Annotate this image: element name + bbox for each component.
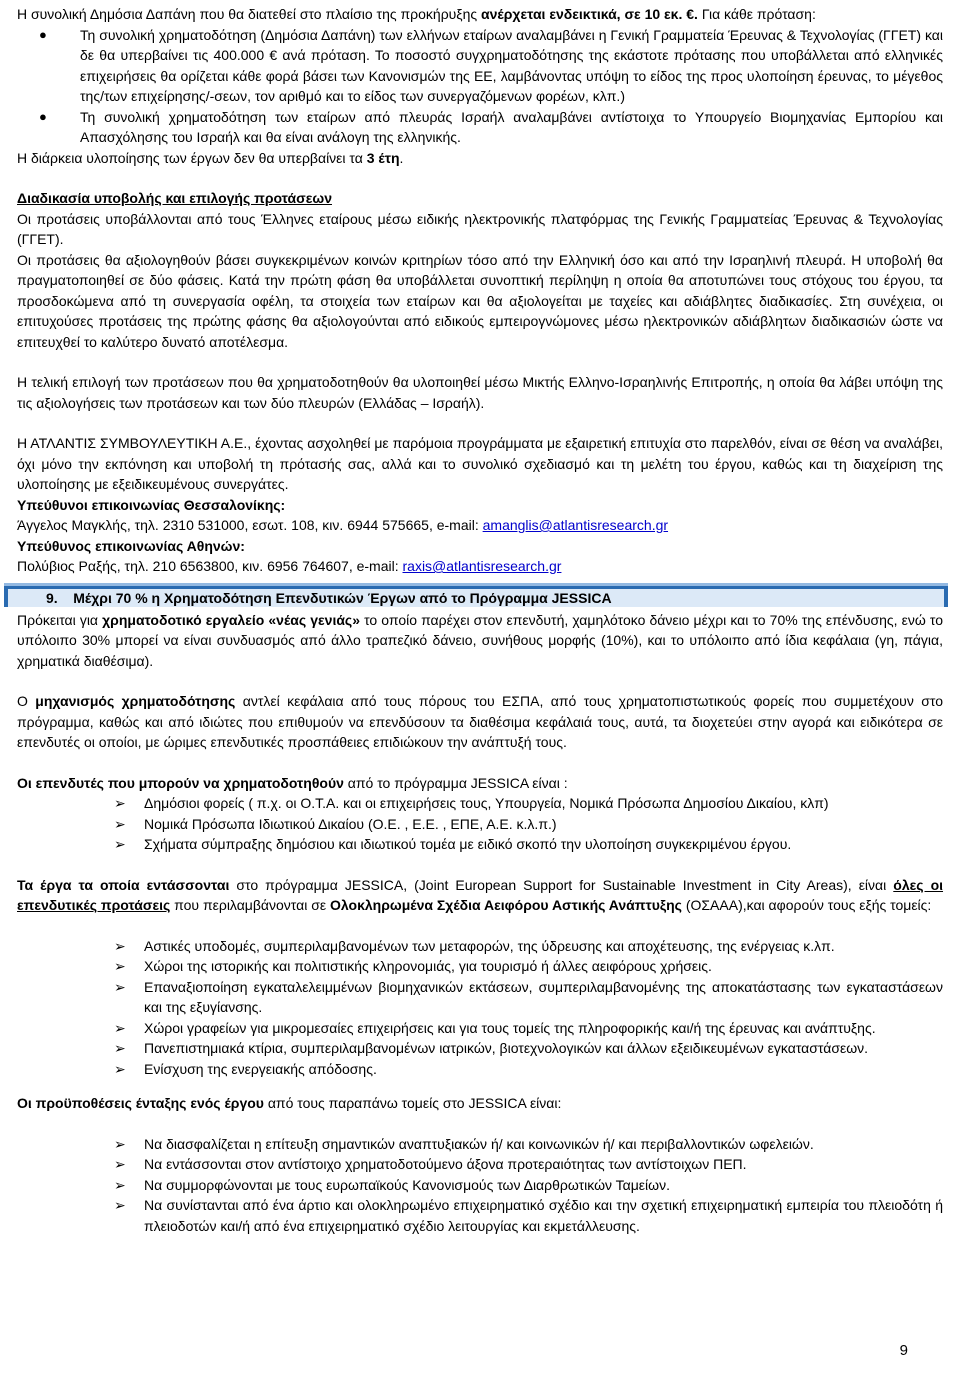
investors-intro [17, 773, 943, 794]
arrow-bullet-icon: ➢ [114, 1176, 126, 1193]
intro-paragraph [17, 4, 943, 25]
sectors-list [17, 936, 943, 1080]
jessica-paragraph-2 [17, 691, 943, 753]
list-item-text: Σχήματα σύμπραξης δημόσιου και ιδιωτικού τομέα με ειδικό σκοπό την υλοποίηση συγκεκριμένου έργου. [144, 836, 792, 852]
text: το οποίο παρέχει στον επενδυτή, χαμηλότοκο δάνειο μέχρι και το 70% της επένδυσης, ενώ το υπόλοιπο 30% μπορεί να είναι συνδυασμός από άλλο τραπεζικό δάνειο, συνήθους μορφής (10%), και το υπόλοιπο από ίδια κεφάλαια (γη, πάγια, χρηματικά διαθέσιμα). [17, 611, 943, 669]
procedure-paragraph-3: Η τελική επιλογή των προτάσεων που θα χρηματοδοτηθούν θα υλοποιηθεί μέσω Μικτής Ελληνο-Ισραηλινής Επιτροπής, η οποία θα λάβει υπόψη της τις αξιολογήσεις των προτάσεων και των δύο πλευρών (Ελλάδας – Ισραήλ). [17, 374, 943, 411]
list-item [17, 977, 943, 1018]
funding-bullets [17, 25, 943, 148]
list-item-text: Να εντάσσονται στον αντίστοιχο χρηματοδοτούμενο άξονα προτεραιότητας των αντίστοιχων ΠΕΠ. [144, 1156, 747, 1172]
duration-paragraph [17, 148, 943, 169]
bold-text: Οι προϋποθέσεις ένταξης ενός έργου [17, 1095, 264, 1111]
section-title-text: Μέχρι 70 % η Χρηματοδότηση Επενδυτικών Έργων από το Πρόγραμμα JESSICA [73, 589, 612, 606]
spacer [17, 1079, 943, 1093]
text: αντλεί κεφάλαια από τους πόρους του ΕΣΠΑ, από τους χρηματοπιστωτικούς φορείς που συμμετέχουν στο πρόγραμμα, καθώς και από ιδιώτες που επιθυμούν να επενδύσουν τα διαθέσιμα κεφάλαιά τους, αυτά, τα διοχετεύει στην αγορά και ειδικότερα σε επενδυτές οι οποίοι, με ώριμες επενδυτικές προσπάθειες επιδιώκουν την ανάπτυξή τους. [17, 693, 943, 750]
page-number: 9 [899, 1342, 908, 1359]
procedure-paragraph-2: Οι προτάσεις θα αξιολογηθούν βάσει συγκεκριμένων κοινών κριτηρίων τόσο από την Ελληνική όσο και από την Ισραηλινή πλευρά. Η υποβολή θα πραγματοποιηθεί σε δύο φάσεις. Κατά την πρώτη φάση θα υποβάλλεται συνοπτική περίληψη η οποία θα αποτυπώνει τους στόχους του έργου, τα προσδοκώμενα από τη συνεργασία οφέλη, τα στοιχεία των εταίρων και θα αξιολογείται με ταχείες και αδιάβλητες διαδικασίες. Στη συνέχεια, οι επιτυχούσες προτάσεις της πρώτης φάσης θα αξιολογούνται από ειδικούς εμπειρογνώμονες μέσω ηλεκτρονικών αδιάβλητων διαδικασιών ώστε να επιτευχθεί το καλύτερο δυνατό αποτέλεσμα. [17, 251, 943, 350]
jessica-paragraph-1 [17, 610, 943, 672]
arrow-bullet-icon: ➢ [114, 1197, 126, 1213]
list-item [17, 1154, 943, 1175]
list-item-text: Χώροι γραφείων για μικρομεσαίες επιχειρήσεις και για τους τομείς της πληροφορικής και/ή της έρευνας και ανάπτυξης. [144, 1019, 876, 1036]
intro-amount: ανέρχεται ενδεικτικά, σε 10 εκ. €. [481, 6, 698, 22]
text: από τους παραπάνω τομείς στο JESSICA είναι: [263, 1095, 562, 1111]
contact-title: Υπεύθυνοι επικοινωνίας Θεσσαλονίκης: [17, 496, 286, 513]
arrow-bullet-icon: ➢ [114, 978, 126, 995]
bold-text: Οι επενδυτές που μπορούν να χρηματοδοτηθούν [17, 774, 344, 791]
intro-text: Η συνολική Δημόσια Δαπάνη που θα διατεθεί στο πλαίσιο της προκήρυξης [17, 6, 482, 22]
list-item [17, 1195, 943, 1236]
list-item [17, 956, 943, 977]
arrow-bullet-icon: ➢ [114, 836, 126, 852]
list-item [17, 1038, 943, 1059]
arrow-bullet-icon: ➢ [114, 1156, 126, 1172]
procedure-heading [17, 188, 943, 209]
list-item-text: Αστικές υποδομές, συμπεριλαμβανομένων των μεταφορών, της ύδρευσης και αποχέτευσης, της ενέργειας κ.λπ. [144, 937, 835, 954]
atlantis-paragraph: Η ΑΤΛΑΝΤΙΣ ΣΥΜΒΟΥΛΕΥΤΙΚΗ Α.Ε., έχοντας ασχοληθεί με παρόμοια προγράμματα με εξαιρετική επιτυχία στο παρελθόν, είναι σε θέση να αναλάβει, όχι μόνο την εκπόνηση και υποβολή τη πρότασής σας, αλλά και το συνολικό σχεδιασμό και τη μελέτη του έργου, καθώς και τη διαχείριση της υλοποίησης με εξειδικευμένους συνεργάτες. [17, 435, 943, 492]
list-item-text: Ενίσχυση της ενεργειακής απόδοσης. [144, 1060, 377, 1077]
list-item-text: Τη συνολική χρηματοδότηση (Δημόσια Δαπάνη) των ελλήνων εταίρων αναλαμβάνει η Γενική Γραμματεία Έρευνας & Τεχνολογίας (ΓΓΕΤ) και δε θα υπερβαίνει τις 400.000 € ανά πρόταση. Το ποσοστό συγχρηματοδότησης της εκάστοτε πρότασης που υποβάλλεται από ελληνικές επιχειρήσεις θα ορίζεται κάθε φορά βάσει των Κανονισμών της ΕΕ, λαμβάνοντας υπόψη το είδος της προς υλοποίηση έρευνας, το μέγεθος της/των επιχείρησης/-σεων, τον αριθμό και το είδος των συνεργαζόμενων φορέων, κλπ.) [80, 26, 943, 104]
list-item [17, 1134, 943, 1155]
contact-athens [17, 556, 943, 577]
list-item [17, 25, 943, 107]
spacer [17, 916, 943, 936]
arrow-bullet-icon: ➢ [114, 1040, 126, 1056]
list-item [17, 793, 943, 814]
spacer [17, 753, 943, 773]
list-item [17, 1018, 943, 1039]
section-heading: Διαδικασία υποβολής και επιλογής προτάσεων [17, 190, 332, 206]
text: Ο [17, 693, 36, 709]
spacer [17, 671, 943, 691]
email-link[interactable]: raxis@atlantisresearch.gr [402, 558, 562, 574]
section-title [46, 589, 612, 607]
procedure-paragraph-1: Οι προτάσεις υποβάλλονται από τους Έλληνες εταίρους μέσω ειδικής ηλεκτρονικής πλατφόρμας της Γενικής Γραμματείας Έρευνας & Τεχνολογίας (ΓΓΕΤ). [17, 210, 943, 247]
text: Πρόκειται για [17, 611, 103, 628]
contact-thessaloniki [17, 515, 943, 536]
text: από το πρόγραμμα JESSICA είναι : [343, 774, 568, 791]
contact-thessaloniki-title [17, 495, 943, 516]
list-item [17, 1059, 943, 1080]
contact-details: Πολύβιος Ραξής, τηλ. 210 6563800, κιν. 6956 764607, e-mail: [17, 558, 403, 574]
bold-underlined-text: όλες οι επενδυτικές προτάσεις [17, 876, 944, 913]
list-item-text: Χώροι της ιστορικής και πολιτιστικής κληρονομιάς, για τουρισμό ή άλλες αειφόρους χρήσεις. [144, 958, 712, 974]
projects-paragraph [17, 875, 943, 916]
arrow-bullet-icon: ➢ [114, 937, 126, 954]
list-item-text: Επαναξιοποίηση εγκαταλελειμμένων βιομηχανικών εκτάσεων, συμπεριλαμβανομένης της αποκατάστασης των εγκαταστάσεων και της εξυγίανσης. [144, 978, 943, 1015]
list-item-text: Πανεπιστημιακά κτίρια, συμπεριλαμβανομένων ιατρικών, βιοτεχνολογικών και άλλων εξειδικευμένων εγκαταστάσεων. [144, 1040, 869, 1056]
duration-tail: . [399, 149, 404, 166]
duration-value: 3 έτη [366, 149, 400, 166]
spacer [17, 352, 943, 372]
arrow-bullet-icon: ➢ [114, 1019, 126, 1036]
arrow-bullet-icon: ➢ [114, 958, 126, 974]
banner-inner [8, 589, 944, 607]
list-item-text: Να συμμορφώνονται με τους ευρωπαϊκούς Κανονισμούς των Διαρθρωτικών Ταμείων. [144, 1176, 670, 1193]
duration-text: Η διάρκεια υλοποίησης των έργων δεν θα υπερβαίνει τα [17, 149, 367, 166]
bold-text: Τα έργα τα οποία εντάσσονται [17, 876, 230, 893]
contact-title: Υπεύθυνος επικοινωνίας Αθηνών: [17, 537, 245, 554]
bold-text: μηχανισμός χρηματοδότησης [35, 693, 236, 709]
list-item-text: Να διασφαλίζεται η επίτευξη σημαντικών αναπτυξιακών ή/ και κοινωνικών ή/ και περιβαλλοντικών ωφελειών. [144, 1135, 814, 1152]
text: που περιλαμβάνονται σε [170, 897, 331, 913]
spacer [17, 413, 943, 433]
list-item-text: Νομικά Πρόσωπα Ιδιωτικού Δικαίου (Ο.Ε. , Ε.Ε. , ΕΠΕ, Α.Ε. κ.λ.π.) [144, 815, 557, 832]
bold-text: Ολοκληρωμένα Σχέδια Αειφόρου Αστικής Ανάπτυξης [330, 897, 682, 913]
section-number: 9. [46, 589, 58, 606]
bold-text: χρηματοδοτικό εργαλείο «νέας γενιάς» [102, 611, 361, 628]
list-item [17, 936, 943, 957]
bullet-icon: ● [39, 26, 47, 42]
arrow-bullet-icon: ➢ [114, 1135, 126, 1152]
list-item [17, 107, 943, 148]
spacer [17, 168, 943, 188]
list-item-text: Να συνίστανται από ένα άρτιο και ολοκληρωμένο επιχειρηματικό σχέδιο και την σχετική επιχειρηματική εμπειρία του πλειοδότη ή πλειοδοτών και/ή από ένα επιχειρηματικό σχέδιο λειτουργίας και εκμετάλλευσης. [144, 1197, 943, 1234]
list-item-text: Τη συνολική χρηματοδότηση των εταίρων από πλευράς Ισραήλ αναλαμβάνει αντίστοιχα το Υπουργείο Βιομηχανίας Εμπορίου και Απασχόλησης του Ισραήλ και θα είναι ανάλογη της ελληνικής. [80, 108, 943, 145]
prerequisites-list [17, 1134, 943, 1237]
list-item [17, 1175, 943, 1196]
email-link[interactable]: amanglis@atlantisresearch.gr [482, 517, 669, 533]
contact-details: Άγγελος Μαγκλής, τηλ. 2310 531000, εσωτ. 108, κιν. 6944 575665, e-mail: [17, 517, 483, 533]
text: (ΟΣΑΑΑ),και αφορούν τους εξής τομείς: [681, 897, 932, 913]
spacer [17, 855, 943, 875]
list-item [17, 834, 943, 855]
list-item-text: Δημόσιοι φορείς ( π.χ. οι Ο.Τ.Α. και οι επιχειρήσεις τους, Υπουργεία, Νομικά Πρόσωπα Δημοσίου Δικαίου, κλπ) [144, 795, 829, 811]
text: στο πρόγραμμα JESSICA, (Joint European Support for Sustainable Investment in City Areas), είναι [229, 876, 894, 893]
intro-tail: Για κάθε πρόταση: [697, 6, 816, 22]
arrow-bullet-icon: ➢ [114, 815, 126, 832]
page-content [17, 4, 943, 1236]
arrow-bullet-icon: ➢ [114, 1060, 126, 1077]
investors-list [17, 793, 943, 855]
section-9-banner [4, 583, 948, 607]
spacer [17, 1114, 943, 1134]
prerequisites-intro [17, 1093, 943, 1114]
list-item [17, 814, 943, 835]
contact-athens-title [17, 536, 943, 557]
bullet-icon: ● [39, 108, 47, 124]
arrow-bullet-icon: ➢ [114, 795, 126, 811]
